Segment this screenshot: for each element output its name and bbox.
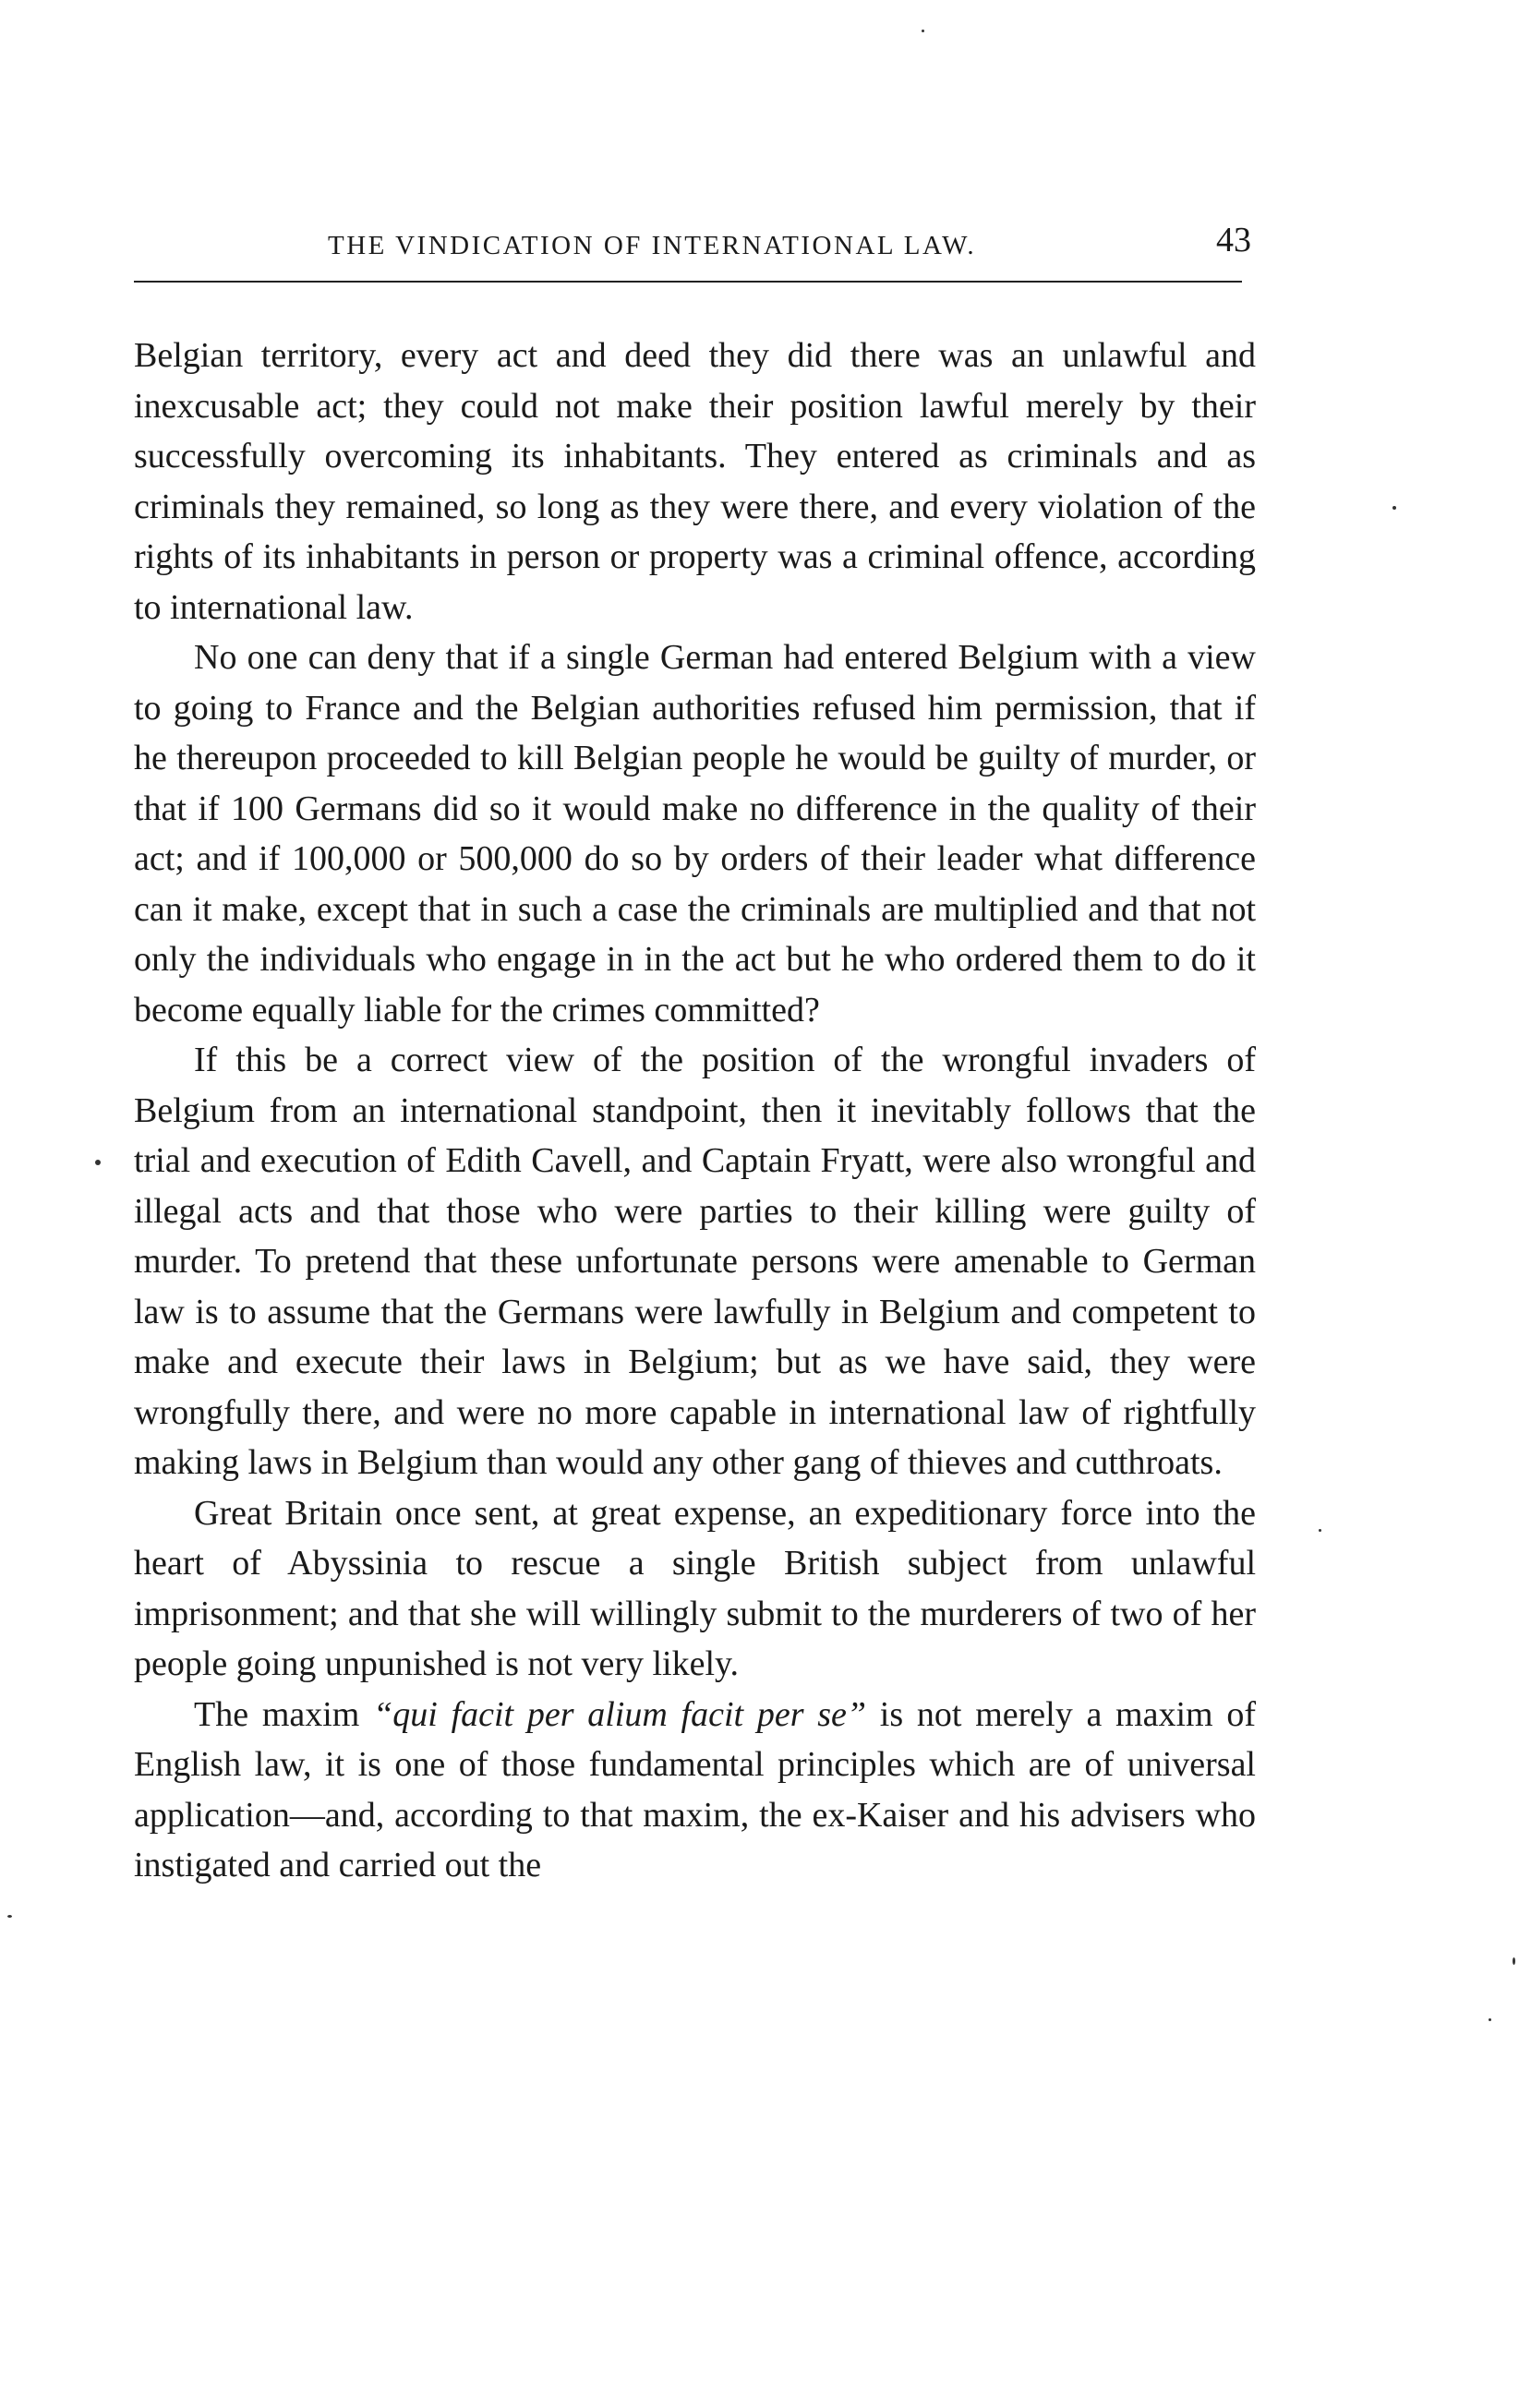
page-number: 43 <box>1216 221 1251 259</box>
paragraph-4: Great Britain once sent, at great expense, an expeditionary force into the heart of Abyssinia to rescue a single British subject from unlawful imprisonment; and that she will willingly submit to the murderers of two of her people going unpunished is not very likely. <box>134 1493 1256 1683</box>
paragraph-5-start: The maxim <box>194 1694 374 1734</box>
body-text <box>134 331 1256 1891</box>
ink-speck <box>922 30 924 32</box>
ink-speck <box>95 1160 101 1165</box>
paragraph-5 <box>134 1690 1256 1891</box>
ink-speck <box>1489 2018 1491 2021</box>
header-rule <box>134 281 1242 283</box>
ink-speck <box>1392 506 1396 510</box>
paragraph-2: No one can deny that if a single German had entered Belgium with a view to going to France and the Belgian authorities refused him permission, that if he thereupon proceeded to kill Belgian people he would be guilty of murder, or that if 100 Germans did so it would make no difference in the quality of their act; and if 100,000 or 500,000 do so by orders of their leader what difference can it make, except that in such a case the criminals are multiplied and that not only the individuals who engage in in the act but he who ordered them to do it become equally liable for the crimes committed? <box>134 638 1256 1029</box>
paragraph-1: Belgian territory, every act and deed they did there was an unlawful and inexcusable act; they could not make their position lawful merely by their successfully overcoming its inhabitants. They entered as criminals and as criminals they remained, so long as they were there, and every violation of the rights of its inhabitants in person or property was a criminal offence, according to international law. <box>134 336 1256 627</box>
paragraph-3: If this be a correct view of the position of the wrongful invaders of Belgium from an international standpoint, then it inevitably follows that the trial and execution of Edith Cavell, and Captain Fryatt, were also wrongful and illegal acts and that those who were parties to their killing were guilty of murder. To pretend that these unfortunate persons were amenable to German law is to assume that the Germans were lawfully in Belgium and competent to make and execute their laws in Belgium; but as we have said, they were wrongfully there, and were no more capable in international law of rightfully making laws in Belgium than would any other gang of thieves and cutthroats. <box>134 1041 1256 1482</box>
latin-maxim: “qui facit per alium facit per se” <box>373 1694 867 1734</box>
running-title: THE VINDICATION OF INTERNATIONAL LAW. <box>328 231 977 260</box>
ink-speck <box>1319 1529 1321 1532</box>
paragraph-5-rest: is not merely a maxim of English law, it is one of those fundamental principles which are of universal application—and, according to that maxim, the ex-Kaiser and his advisers who instigated and carried out the <box>134 1694 1256 1884</box>
ink-speck <box>1513 1957 1515 1965</box>
running-head <box>134 214 1251 270</box>
ink-speck <box>7 1915 12 1918</box>
